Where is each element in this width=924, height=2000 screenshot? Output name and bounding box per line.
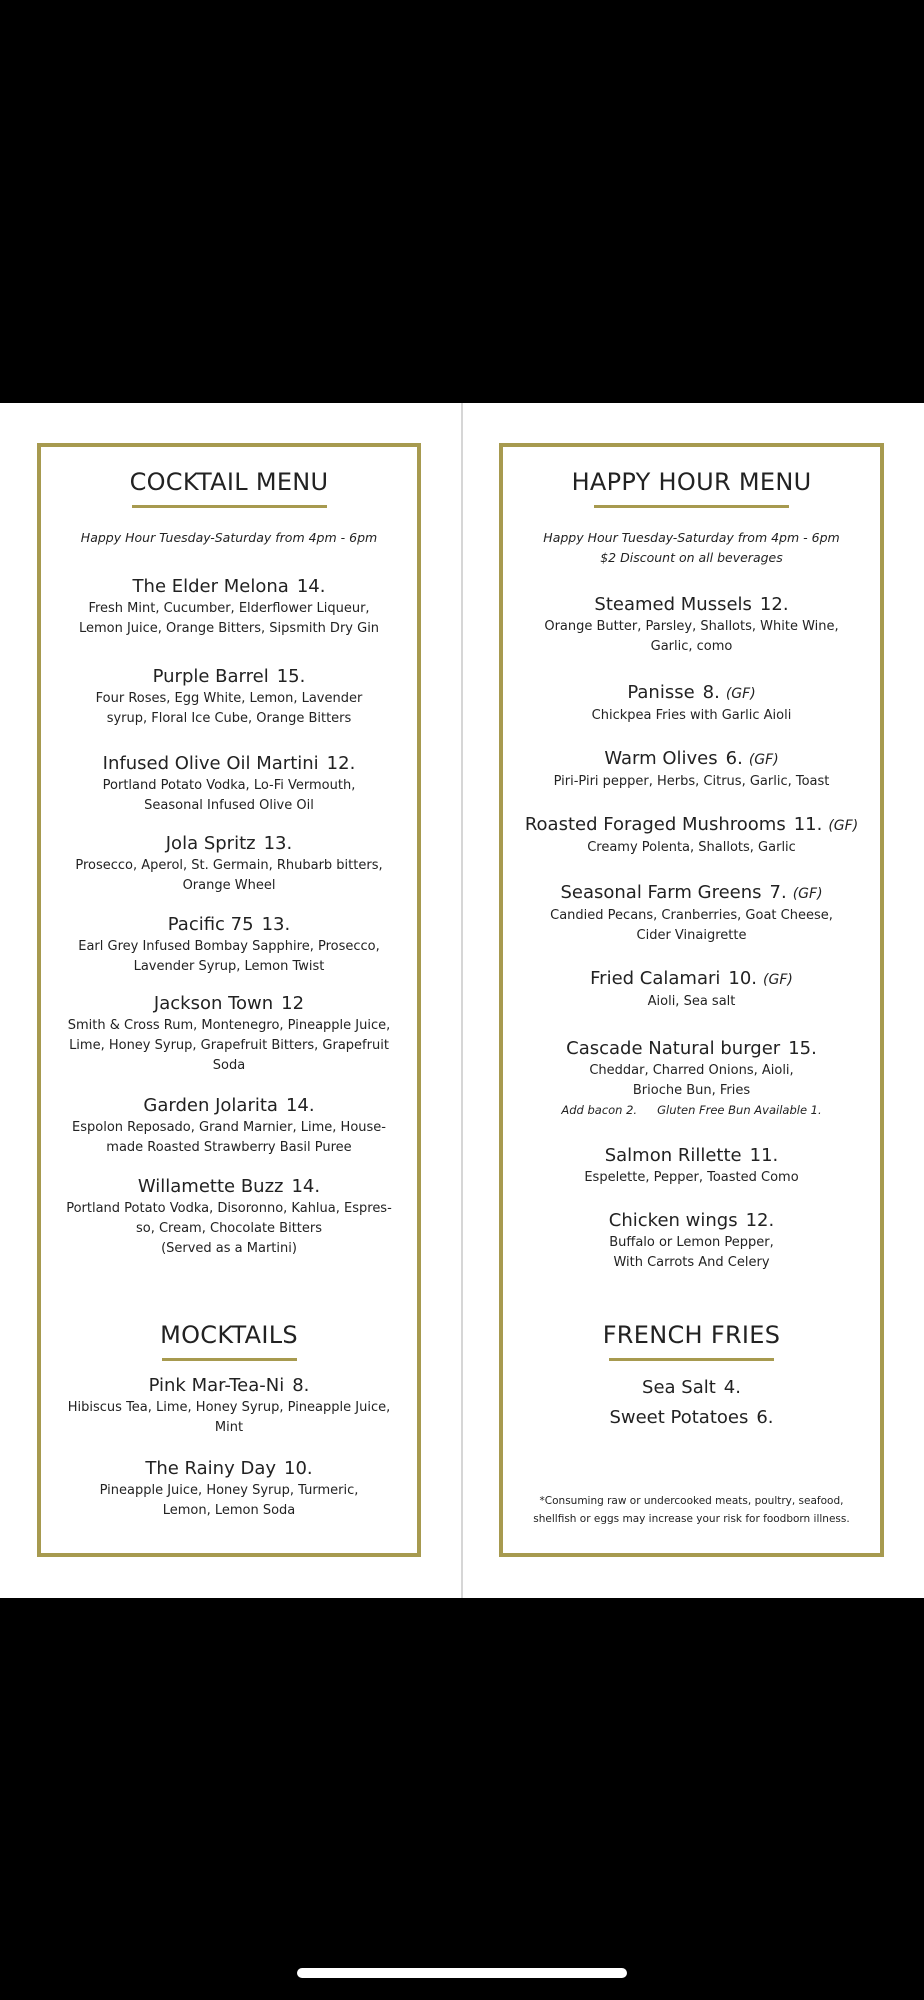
item-price: 6. xyxy=(725,748,743,769)
menu-item xyxy=(503,1037,880,1119)
item-name: Garden Jolarita xyxy=(143,1095,278,1116)
french-fries-title: FRENCH FRIES xyxy=(602,1321,781,1349)
item-description: syrup, Floral Ice Cube, Orange Bitters xyxy=(106,711,352,726)
cocktail-panel xyxy=(37,443,421,1557)
item-description: Brioche Bun, Fries xyxy=(632,1083,751,1098)
item-price: 13. xyxy=(261,914,291,935)
menu-item xyxy=(41,752,417,816)
item-description: Aioli, Sea salt xyxy=(647,994,736,1009)
item-description: Lemon Juice, Orange Bitters, Sipsmith Dry Gin xyxy=(78,621,380,636)
menu-item xyxy=(503,681,880,726)
item-name: Pacific 75 xyxy=(167,914,254,935)
item-name: Steamed Mussels xyxy=(594,594,752,615)
title-underline xyxy=(594,505,789,508)
happy-hour-subtitle: Happy Hour Tuesday-Saturday from 4pm - 6pm xyxy=(80,530,378,545)
item-description: Espelette, Pepper, Toasted Como xyxy=(584,1170,799,1185)
item-description: Hibiscus Tea, Lime, Honey Syrup, Pineapple Juice, xyxy=(67,1400,391,1415)
mocktails-title: MOCKTAILS xyxy=(160,1321,298,1349)
mocktails-header xyxy=(41,1320,417,1361)
cocktail-menu-header xyxy=(41,467,417,508)
happy-hour-header xyxy=(503,467,880,508)
happy-hour-title: HAPPY HOUR MENU xyxy=(571,468,812,496)
item-description: Chickpea Fries with Garlic Aioli xyxy=(591,708,792,723)
cocktail-menu-title: COCKTAIL MENU xyxy=(129,468,329,496)
menu-item xyxy=(503,967,880,1012)
item-name: Sweet Potatoes xyxy=(609,1407,749,1428)
item-name: Sea Salt xyxy=(642,1377,716,1398)
happy-hour-subtitle: Happy Hour Tuesday-Saturday from 4pm - 6pm xyxy=(543,530,840,545)
gluten-free-bun-note: Gluten Free Bun Available 1. xyxy=(657,1103,822,1117)
item-description: Earl Grey Infused Bombay Sapphire, Prosecco, xyxy=(78,939,380,954)
item-price: 11. xyxy=(793,814,823,835)
item-price: 11. xyxy=(749,1145,779,1166)
item-name: Cascade Natural burger xyxy=(566,1038,781,1059)
item-price: 15. xyxy=(276,666,306,687)
item-description: Cheddar, Charred Onions, Aioli, xyxy=(589,1063,794,1078)
item-name: Jackson Town xyxy=(153,993,274,1014)
menu-item xyxy=(503,593,880,657)
menu-item xyxy=(503,747,880,792)
item-name: The Rainy Day xyxy=(145,1458,277,1479)
item-description: (Served as a Martini) xyxy=(161,1241,297,1256)
item-description: Orange Wheel xyxy=(182,878,276,893)
gluten-free-tag: (GF) xyxy=(828,818,859,834)
menu-item xyxy=(503,881,880,946)
item-description: Four Roses, Egg White, Lemon, Lavender xyxy=(95,691,363,706)
item-description: Soda xyxy=(212,1058,246,1073)
menu-item xyxy=(41,1457,417,1521)
item-price: 12. xyxy=(759,594,789,615)
item-name: Chicken wings xyxy=(608,1210,738,1231)
item-price: 14. xyxy=(296,576,326,597)
item-description: Lemon, Lemon Soda xyxy=(162,1503,296,1518)
item-name: The Elder Melona xyxy=(132,576,289,597)
menu-item xyxy=(503,1376,880,1400)
menu-item xyxy=(41,1175,417,1259)
menu-item xyxy=(41,832,417,896)
discount-subtitle: $2 Discount on all beverages xyxy=(600,550,783,565)
gluten-free-tag: (GF) xyxy=(725,686,756,702)
menu-item xyxy=(41,665,417,729)
bacon-add-on: Add bacon 2. xyxy=(561,1103,638,1117)
item-description: Cider Vinaigrette xyxy=(636,928,747,943)
disclaimer-line: *Consuming raw or undercooked meats, poultry, seafood, xyxy=(539,1495,844,1507)
item-description: Smith & Cross Rum, Montenegro, Pineapple Juice, xyxy=(67,1018,391,1033)
menu-item xyxy=(41,1374,417,1438)
item-price: 8. xyxy=(702,682,720,703)
item-description: Creamy Polenta, Shallots, Garlic xyxy=(587,840,796,855)
item-name: Warm Olives xyxy=(604,748,718,769)
item-description: Espolon Reposado, Grand Marnier, Lime, House- xyxy=(72,1120,386,1135)
item-price: 12. xyxy=(745,1210,775,1231)
item-name: Fried Calamari xyxy=(590,968,721,989)
menu-item xyxy=(503,1144,880,1188)
disclaimer-line: shellfish or eggs may increase your risk for foodborn illness. xyxy=(533,1513,850,1525)
item-description: Prosecco, Aperol, St. Germain, Rhubarb bitters, xyxy=(75,858,383,873)
item-description: Orange Butter, Parsley, Shallots, White Wine, xyxy=(544,619,839,634)
food-safety-disclaimer xyxy=(503,1492,880,1528)
item-description: Mint xyxy=(214,1420,244,1435)
item-description: Lime, Honey Syrup, Grapefruit Bitters, Grapefruit xyxy=(69,1038,389,1053)
menu-item xyxy=(41,992,417,1076)
item-description: Pineapple Juice, Honey Syrup, Turmeric, xyxy=(99,1483,359,1498)
item-description: Lavender Syrup, Lemon Twist xyxy=(133,959,325,974)
menu-item xyxy=(503,1406,880,1430)
item-description: Buffalo or Lemon Pepper, xyxy=(609,1235,774,1250)
item-price: 6. xyxy=(756,1407,774,1428)
item-name: Roasted Foraged Mushrooms xyxy=(524,814,786,835)
item-price: 14. xyxy=(285,1095,315,1116)
item-name: Pink Mar-Tea-Ni xyxy=(148,1375,285,1396)
item-price: 12. xyxy=(326,753,356,774)
item-description: Seasonal Infused Olive Oil xyxy=(144,798,314,813)
menu-item xyxy=(503,1209,880,1273)
item-description: With Carrots And Celery xyxy=(613,1255,770,1270)
page-divider xyxy=(461,403,463,1598)
home-indicator[interactable] xyxy=(297,1968,627,1978)
item-price: 15. xyxy=(788,1038,817,1059)
item-price: 14. xyxy=(291,1176,321,1197)
item-description: so, Cream, Chocolate Bitters xyxy=(135,1221,323,1236)
french-fries-header xyxy=(503,1320,880,1361)
gluten-free-tag: (GF) xyxy=(763,972,793,988)
add-on-note xyxy=(503,1101,880,1119)
item-price: 7. xyxy=(769,882,787,903)
item-name: Salmon Rillette xyxy=(604,1145,742,1166)
menu-item xyxy=(41,913,417,977)
item-description: Portland Potato Vodka, Disoronno, Kahlua, Espres- xyxy=(66,1201,392,1216)
happy-hour-panel xyxy=(499,443,884,1557)
item-description: Candied Pecans, Cranberries, Goat Cheese, xyxy=(550,908,833,923)
title-underline xyxy=(162,1358,297,1361)
item-description: made Roasted Strawberry Basil Puree xyxy=(106,1140,352,1155)
item-name: Willamette Buzz xyxy=(137,1176,284,1197)
menu-item xyxy=(41,1094,417,1158)
item-price: 4. xyxy=(723,1377,741,1398)
item-name: Jola Spritz xyxy=(165,833,256,854)
item-description: Portland Potato Vodka, Lo-Fi Vermouth, xyxy=(102,778,356,793)
item-description: Piri-Piri pepper, Herbs, Citrus, Garlic, Toast xyxy=(553,774,830,789)
item-price: 10. xyxy=(284,1458,313,1479)
item-description: Fresh Mint, Cucumber, Elderflower Liqueur, xyxy=(88,601,370,616)
title-underline xyxy=(132,505,327,508)
item-price: 10. xyxy=(728,968,758,989)
item-name: Panisse xyxy=(627,682,695,703)
gluten-free-tag: (GF) xyxy=(792,886,823,902)
menu-item xyxy=(41,575,417,639)
item-description: Garlic, como xyxy=(650,639,733,654)
item-name: Seasonal Farm Greens xyxy=(560,882,762,903)
item-name: Infused Olive Oil Martini xyxy=(102,753,319,774)
item-price: 13. xyxy=(263,833,293,854)
item-name: Purple Barrel xyxy=(152,666,269,687)
item-price: 8. xyxy=(292,1375,310,1396)
gluten-free-tag: (GF) xyxy=(748,752,779,768)
title-underline xyxy=(609,1358,774,1361)
menu-sheet xyxy=(0,403,924,1598)
item-price: 12 xyxy=(281,993,305,1014)
menu-item xyxy=(503,813,880,858)
